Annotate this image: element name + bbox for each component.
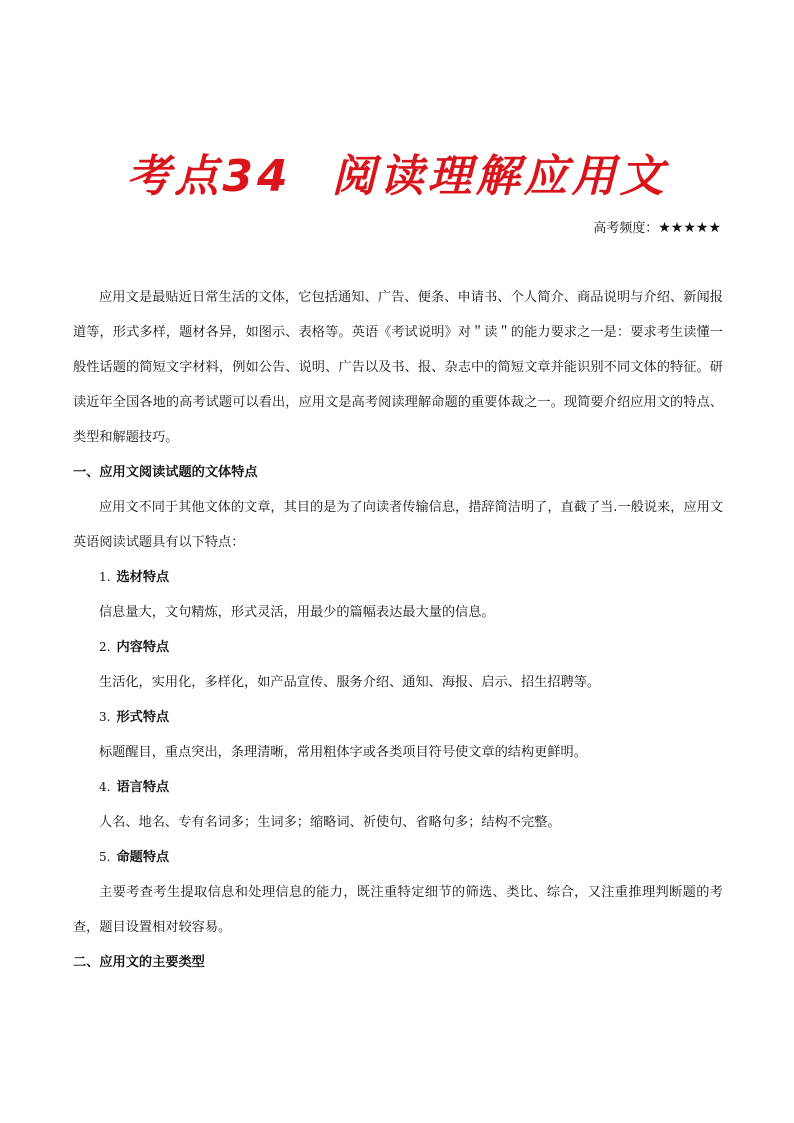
feature-1-text: 信息量大，文句精炼，形式灵活，用最少的篇幅表达最大量的信息。 bbox=[99, 605, 495, 620]
feature-2-title bbox=[73, 630, 723, 665]
document-body bbox=[73, 280, 723, 980]
feature-label: 内容特点 bbox=[116, 640, 170, 655]
feature-label: 语言特点 bbox=[116, 780, 170, 795]
section-1-heading: 一、应用文阅读试题的文体特点 bbox=[73, 465, 258, 480]
feature-label: 选材特点 bbox=[116, 570, 170, 585]
page-title bbox=[0, 140, 794, 204]
frequency-label: 高考频度： bbox=[593, 221, 659, 236]
feature-label: 形式特点 bbox=[116, 710, 170, 725]
feature-number: 3. bbox=[99, 710, 111, 724]
feature-number: 2. bbox=[99, 640, 111, 654]
intro-paragraph: 应用文是最贴近日常生活的文体，它包括通知、广告、便条、申请书、个人简介、商品说明与介绍、新闻报道等，形式多样，题材各异，如图示、表格等。英语《考试说明》对＂读＂的能力要求之一是：要求考生读懂一般性话题的简短文字材料，例如公告、说明、广告以及书、报、杂志中的简短文章并能识别不同文体的特征。研读近年全国各地的高考试题可以看出，应用文是高考阅读理解命题的重要体裁之一。现简要介绍应用文的特点、类型和解题技巧。 bbox=[73, 290, 723, 445]
feature-label: 命题特点 bbox=[116, 850, 170, 865]
feature-2-text: 生活化，实用化，多样化，如产品宣传、服务介绍、通知、海报、启示、招生招聘等。 bbox=[99, 675, 601, 690]
title-topic-number: 考点34 bbox=[126, 151, 292, 202]
section-2-heading: 二、应用文的主要类型 bbox=[73, 955, 205, 970]
feature-number: 4. bbox=[99, 780, 111, 794]
section-1-intro: 应用文不同于其他文体的文章，其目的是为了向读者传输信息，措辞简洁明了，直截了当.一般说来，应用文英语阅读试题具有以下特点： bbox=[73, 500, 724, 550]
exam-frequency bbox=[593, 219, 721, 238]
feature-4-title bbox=[73, 770, 723, 805]
feature-5-title bbox=[73, 840, 723, 875]
feature-1-title bbox=[73, 560, 723, 595]
frequency-stars-icon: ★★★★★ bbox=[658, 220, 721, 236]
feature-3-text: 标题醒目，重点突出，条理清晰，常用粗体字或各类项目符号使文章的结构更鲜明。 bbox=[99, 745, 587, 760]
title-topic-name: 阅读理解应用文 bbox=[331, 151, 668, 202]
feature-5-text: 主要考查考生提取信息和处理信息的能力，既注重特定细节的筛选、类比、综合，又注重推理判断题的考查，题目设置相对较容易。 bbox=[73, 885, 723, 935]
feature-number: 5. bbox=[99, 850, 111, 864]
feature-number: 1. bbox=[99, 570, 111, 584]
feature-4-text: 人名、地名、专有名词多；生词多；缩略词、祈使句、省略句多；结构不完整。 bbox=[99, 815, 561, 830]
feature-3-title bbox=[73, 700, 723, 735]
